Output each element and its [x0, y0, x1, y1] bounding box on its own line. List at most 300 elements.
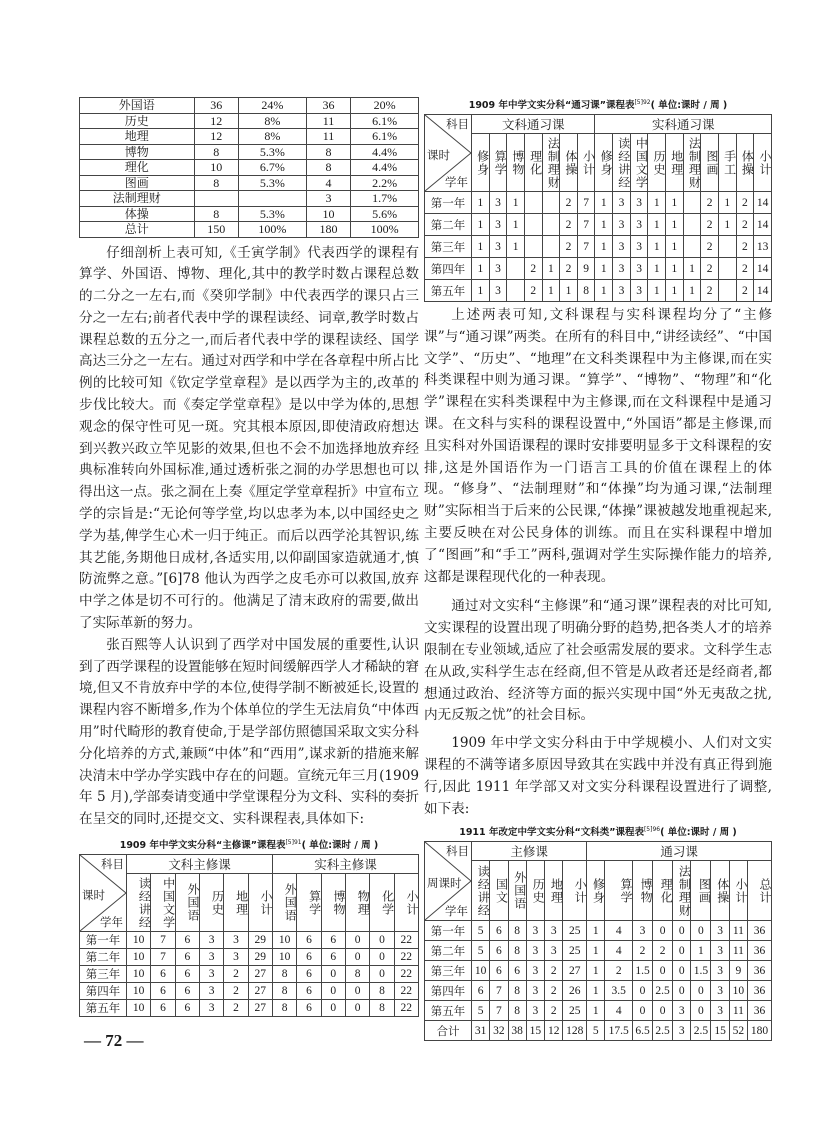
- right-column: [424, 97, 772, 1041]
- table-cell: 29: [248, 949, 272, 966]
- table-cell: 2: [736, 214, 754, 236]
- table-cell: 36: [194, 98, 238, 114]
- column-header: 体操: [560, 134, 578, 192]
- table-cell: 0: [653, 961, 673, 981]
- table-cell: 3: [526, 981, 544, 1001]
- table-cell: 6: [321, 949, 345, 966]
- table-cell: 11: [729, 921, 747, 941]
- table-cell: 31: [472, 1021, 490, 1041]
- corner-label-mid: 周课时: [427, 878, 462, 891]
- paragraph: 仔细剖析上表可知,《壬寅学制》代表西学的课程有算学、外国语、博物、理化,其中的教学时数占课程总数的二分之一左右,而《癸卯学制》中代表西学的课只占三分之一左右;前者代表中学的课程读经、词章,教学时数占课程总数的五分之一,而后者代表中学的课程读经、国学高达三分之一左右。通过对西学和中学在各章程中所占比例的比较可知《钦定学堂章程》是以西学为主的,改革的步伐比较大。而《奏定学堂章程》是以中学为体的,思想观念的保守性可见一斑。究其根本原因,即使清政府想达到兴教兴政立竿见影的效果,但也不会不加选择地放弃经典标准转向外国标准,通过透析张之洞的办学思想也可以得出这一点。张之洞在上奏《厘定学堂章程折》中宣布立学的宗旨是:“无论何等学堂,均以忠孝为本,以中国经史之学为基,俾学生心术一归于纯正。而后以西学沦其智识,练其艺能,务期他日成材,各适实用,以仰副国家造就通才,慎防流弊之意。”[6]78 他认为西学之皮毛亦可以救国,放弃中学之体是切不可行的。他满足了清末政府的需要,做出了实际革新的努力。: [79, 244, 419, 632]
- table-cell: 3: [489, 236, 507, 258]
- table-cell: 2: [736, 192, 754, 214]
- table-row: [425, 1001, 772, 1021]
- corner-label-mid: 课时: [82, 889, 105, 902]
- column-header: 算学: [297, 874, 321, 932]
- column-header: 总计: [747, 861, 771, 921]
- table-cell: 52: [729, 1021, 747, 1041]
- table-cell: 6: [151, 1000, 175, 1017]
- table-cell: 历史: [80, 113, 195, 129]
- column-header: 法制理财: [673, 861, 691, 921]
- table-cell: 1: [472, 258, 490, 280]
- table-cell: 1.5: [633, 961, 653, 981]
- table-cell: 13: [754, 236, 772, 258]
- table-cell: 4.4%: [351, 144, 419, 160]
- table-cell: 11: [729, 1001, 747, 1021]
- course-grid: [424, 114, 772, 302]
- table-cell: 3: [673, 1021, 691, 1041]
- table-cell: 10: [306, 206, 350, 222]
- table-cell: 0: [345, 932, 369, 949]
- column-header: 修身: [595, 134, 613, 192]
- caption-title: 1909 年中学文实分科“通习课”课程表: [468, 100, 635, 111]
- year-label: 合计: [425, 1021, 472, 1041]
- table-cell: 1: [472, 214, 490, 236]
- table-cell: 1: [542, 258, 560, 280]
- table-cell: 1: [718, 214, 736, 236]
- table-cell: 4: [605, 941, 633, 961]
- year-label: 第五年: [425, 1001, 472, 1021]
- table-cell: 3: [199, 949, 223, 966]
- table-cell: 外国语: [80, 98, 195, 114]
- table-cell: 8: [370, 1000, 394, 1017]
- table-cell: 2: [524, 280, 542, 302]
- column-header: 历史: [526, 861, 544, 921]
- table-cell: 2: [224, 1000, 248, 1017]
- year-label: 第四年: [80, 983, 127, 1000]
- table-cell: 3: [489, 214, 507, 236]
- table-cell: 8: [306, 144, 350, 160]
- year-label: 第三年: [80, 966, 127, 983]
- table-cell: 8: [272, 966, 296, 983]
- year-label: 第五年: [80, 1000, 127, 1017]
- table-cell: 36: [747, 981, 771, 1001]
- table-cell: 2: [560, 258, 578, 280]
- table-cell: 6: [175, 1000, 199, 1017]
- table-cell: 3: [711, 921, 729, 941]
- column-header: 历史: [199, 874, 223, 932]
- table-cell: 6.1%: [351, 113, 419, 129]
- corner-header: [425, 115, 472, 192]
- table-cell: 2.5: [653, 981, 673, 1001]
- page-number: — 72 —: [84, 1031, 144, 1051]
- table-cell: 6.5: [633, 1021, 653, 1041]
- table-cell: 0: [653, 921, 673, 941]
- table-cell: 15: [526, 1021, 544, 1041]
- year-label: 第二年: [425, 941, 472, 961]
- table-cell: 1: [472, 192, 490, 214]
- table-cell: 10: [127, 949, 151, 966]
- table-cell: 1: [666, 214, 684, 236]
- major-course-table: [79, 854, 419, 1017]
- corner-header: [425, 842, 472, 921]
- corner-label-top: 科目: [446, 119, 469, 131]
- table-cell: 9: [729, 961, 747, 981]
- corner-label-top: 科目: [446, 846, 469, 859]
- table-cell: 100%: [351, 222, 419, 238]
- table-cell: 0: [691, 981, 711, 1001]
- table-cell: 2: [560, 236, 578, 258]
- caption-unit: ( 单位:课时 / 周 ): [660, 827, 737, 839]
- table-cell: 1: [718, 192, 736, 214]
- table-row: [80, 160, 419, 176]
- table-cell: 11: [306, 113, 350, 129]
- table-cell: 2: [701, 214, 719, 236]
- corner-header: [80, 855, 127, 932]
- table-cell: 6: [175, 983, 199, 1000]
- table-cell: 10: [729, 981, 747, 1001]
- table-cell: 14: [754, 258, 772, 280]
- column-header: 国文: [490, 861, 508, 921]
- table-cell: 3: [711, 981, 729, 1001]
- year-label: 第二年: [80, 949, 127, 966]
- table-cell: 1: [507, 192, 525, 214]
- table-cell: 0: [633, 1001, 653, 1021]
- table-cell: 5.3%: [238, 144, 306, 160]
- table-cell: [507, 280, 525, 302]
- table-cell: 1: [666, 258, 684, 280]
- general-course-table: [424, 114, 772, 302]
- table-cell: 1: [691, 941, 711, 961]
- table-cell: 地理: [80, 129, 195, 145]
- course-table-1911: [424, 841, 772, 1041]
- table-cell: 1: [666, 236, 684, 258]
- table-cell: 1: [648, 258, 666, 280]
- table-cell: 128: [563, 1021, 587, 1041]
- table-cell: 5.6%: [351, 206, 419, 222]
- table-cell: 150: [194, 222, 238, 238]
- table-cell: 6.1%: [351, 129, 419, 145]
- table-cell: [683, 214, 701, 236]
- table-cell: 0: [370, 932, 394, 949]
- column-header: 物理: [345, 874, 369, 932]
- table-cell: 图画: [80, 175, 195, 191]
- table-cell: 6: [297, 966, 321, 983]
- table-cell: 0: [653, 1001, 673, 1021]
- table-cell: 0: [691, 1001, 711, 1021]
- table-caption: [79, 837, 419, 851]
- table-cell: 3: [526, 961, 544, 981]
- table-cell: [542, 214, 560, 236]
- table-cell: 6.7%: [238, 160, 306, 176]
- table-cell: 3: [224, 932, 248, 949]
- table-cell: 2: [545, 961, 563, 981]
- table-cell: 6: [490, 921, 508, 941]
- table-cell: 3: [489, 192, 507, 214]
- table-row: [80, 206, 419, 222]
- table-cell: 1: [507, 236, 525, 258]
- table-row: [80, 191, 419, 207]
- table-cell: 2: [653, 941, 673, 961]
- column-header: 图画: [691, 861, 711, 921]
- column-header-row: [425, 134, 772, 192]
- paragraph: 上述两表可知,文科课程与实科课程均分了“主修课”与“通习课”两类。在所有的科目中,“讲经读经”、“中国文学”、“历史”、“地理”在文科类课程中为主修课,而在实科类课程中则为通习课。“算学”、“博物”、“物理”和“化学”课程在实科类课程中为主修课,而在文科课程中是通习课。在文科与实科的课程设置中,“外国语”都是主修课,而且实科对外国语课程的课时安排要明显多于文科课程的安排,这是外国语作为一门语言工具的价值在课程上的体现。“修身”、“法制理财”和“体操”均为通习课,“法制理财”实际相当于后来的公民课,“体操”课被越发地重视起来,主要反映在对公民身体的训练。而且在实科课程中增加了“图画”和“手工”两科,强调对学生实际操作能力的培养,这都是课程现代化的一种表现。: [424, 307, 772, 585]
- column-header: 外国语: [508, 861, 526, 921]
- table-cell: 1: [595, 192, 613, 214]
- table-cell: 6: [508, 961, 526, 981]
- year-label: 第一年: [425, 192, 472, 214]
- table-row: [80, 113, 419, 129]
- table-cell: 0: [321, 983, 345, 1000]
- table-cell: 8: [370, 983, 394, 1000]
- table-cell: 1: [472, 236, 490, 258]
- table-cell: 7: [577, 214, 595, 236]
- table-cell: 2: [224, 983, 248, 1000]
- table-cell: 1: [666, 192, 684, 214]
- table-cell: 1: [587, 981, 605, 1001]
- table-cell: 8: [306, 160, 350, 176]
- table-cell: 27: [248, 966, 272, 983]
- table-cell: 3: [199, 983, 223, 1000]
- column-header: 读经讲经: [472, 861, 490, 921]
- table-cell: 8: [508, 921, 526, 941]
- table-cell: [683, 192, 701, 214]
- table-cell: 6: [472, 981, 490, 1001]
- table-cell: 3: [306, 191, 350, 207]
- group-header: 主修课: [472, 842, 587, 861]
- column-header: 中国文学: [630, 134, 648, 192]
- table-cell: 3: [711, 961, 729, 981]
- table-row: [80, 144, 419, 160]
- table-cell: 2: [701, 258, 719, 280]
- table-cell: 7: [490, 981, 508, 1001]
- table-cell: 2: [736, 258, 754, 280]
- table-cell: 3: [630, 280, 648, 302]
- table-cell: 3: [711, 1001, 729, 1021]
- table-cell: 2: [560, 214, 578, 236]
- table-cell: 1.5: [691, 961, 711, 981]
- table-cell: 2.2%: [351, 175, 419, 191]
- table-cell: 17.5: [605, 1021, 633, 1041]
- table-cell: 3: [613, 192, 631, 214]
- table-cell: 6: [151, 983, 175, 1000]
- table-cell: 4.4%: [351, 160, 419, 176]
- table-cell: [524, 214, 542, 236]
- column-header: 历史: [648, 134, 666, 192]
- table-cell: 14: [754, 280, 772, 302]
- column-header-row: [425, 861, 772, 921]
- group-header-row: [80, 855, 419, 874]
- table-cell: 6: [321, 932, 345, 949]
- table-cell: 3: [613, 214, 631, 236]
- table-cell: 27: [248, 983, 272, 1000]
- table-cell: 3: [489, 280, 507, 302]
- table-cell: 1: [595, 214, 613, 236]
- table-cell: 6: [175, 949, 199, 966]
- table-cell: 6: [490, 941, 508, 961]
- table-cell: 2: [701, 192, 719, 214]
- table-cell: 1.7%: [351, 191, 419, 207]
- table-cell: 36: [747, 961, 771, 981]
- table-cell: 2: [736, 236, 754, 258]
- table-cell: 8%: [238, 113, 306, 129]
- table-cell: 2: [560, 192, 578, 214]
- group-header: 文科通习课: [472, 115, 595, 134]
- group-header: 文科主修课: [127, 855, 273, 874]
- table-cell: 8: [345, 966, 369, 983]
- column-header-row: [80, 874, 419, 932]
- table-cell: 1: [587, 921, 605, 941]
- caption-title: 1909 年中学文实分科“主修课”课程表: [119, 840, 286, 852]
- table-cell: 5.3%: [238, 175, 306, 191]
- table-caption: [424, 97, 772, 111]
- table-cell: 3: [224, 949, 248, 966]
- table-row: [425, 280, 772, 302]
- table-cell: 22: [394, 932, 418, 949]
- table-cell: 8: [272, 1000, 296, 1017]
- table-row: [425, 214, 772, 236]
- table-row: [80, 222, 419, 238]
- table-cell: 5: [587, 1021, 605, 1041]
- table-cell: 9: [577, 258, 595, 280]
- corner-label-mid: 课时: [427, 149, 450, 162]
- citation: [5]92: [634, 98, 651, 106]
- table-cell: 5: [472, 941, 490, 961]
- table-cell: 36: [747, 1001, 771, 1021]
- table-cell: 8: [194, 175, 238, 191]
- column-header: 体操: [711, 861, 729, 921]
- table-cell: 4: [605, 921, 633, 941]
- table-cell: [507, 258, 525, 280]
- column-header: 博物: [507, 134, 525, 192]
- table-cell: 7: [151, 932, 175, 949]
- table-cell: 2: [545, 1001, 563, 1021]
- table-cell: 3: [545, 941, 563, 961]
- table-row: [80, 1000, 419, 1017]
- table-cell: 0: [691, 921, 711, 941]
- column-header: 小计: [577, 134, 595, 192]
- corner-label-bottom: 学年: [445, 906, 468, 919]
- table-row: [425, 941, 772, 961]
- table-cell: 0: [370, 949, 394, 966]
- group-header-row: [425, 842, 772, 861]
- table-cell: 3.5: [605, 981, 633, 1001]
- caption-title: 1911 年改定中学文实分科“文科类”课程表: [459, 827, 644, 839]
- table-cell: 1: [560, 280, 578, 302]
- column-header: 地理: [666, 134, 684, 192]
- table-cell: 3: [630, 258, 648, 280]
- table-cell: 8: [194, 206, 238, 222]
- column-header: 手工: [718, 134, 736, 192]
- table-cell: 100%: [238, 222, 306, 238]
- table-cell: 27: [248, 1000, 272, 1017]
- table-cell: 总计: [80, 222, 195, 238]
- table-cell: 3: [199, 932, 223, 949]
- table-cell: 6: [297, 1000, 321, 1017]
- table-row: [80, 966, 419, 983]
- table-cell: 0: [345, 1000, 369, 1017]
- table-cell: 2: [224, 966, 248, 983]
- table-cell: 5: [472, 1001, 490, 1021]
- table-cell: 10: [194, 160, 238, 176]
- table-cell: [718, 258, 736, 280]
- table-cell: 7: [577, 236, 595, 258]
- table-caption: [424, 824, 772, 838]
- table-cell: 0: [345, 983, 369, 1000]
- table-cell: [718, 236, 736, 258]
- table-cell: 27: [563, 961, 587, 981]
- table-cell: 6: [151, 966, 175, 983]
- table-cell: 22: [394, 966, 418, 983]
- table-cell: 8: [194, 144, 238, 160]
- table-cell: 6: [175, 932, 199, 949]
- table-cell: 7: [577, 192, 595, 214]
- table-cell: [718, 280, 736, 302]
- course-grid: [424, 841, 772, 1041]
- table-cell: 22: [394, 1000, 418, 1017]
- table-row: [425, 236, 772, 258]
- table-cell: 1: [648, 280, 666, 302]
- table-cell: 2: [633, 941, 653, 961]
- table-cell: 1: [507, 214, 525, 236]
- table-cell: 3: [613, 236, 631, 258]
- table-cell: 10: [272, 932, 296, 949]
- column-header: 算学: [489, 134, 507, 192]
- column-header: 小计: [248, 874, 272, 932]
- year-label: 第三年: [425, 961, 472, 981]
- column-header: 理化: [524, 134, 542, 192]
- year-label: 第四年: [425, 981, 472, 1001]
- table-cell: 10: [127, 932, 151, 949]
- caption-unit: ( 单位:课时 / 周 ): [650, 100, 728, 111]
- table-cell: 1: [648, 214, 666, 236]
- table-cell: 0: [673, 941, 691, 961]
- table-cell: 10: [127, 966, 151, 983]
- table-cell: 6: [297, 932, 321, 949]
- table-row: [80, 932, 419, 949]
- column-header: 小计: [729, 861, 747, 921]
- table-cell: 5: [472, 921, 490, 941]
- table-cell: 0: [673, 981, 691, 1001]
- table-cell: 26: [563, 981, 587, 1001]
- column-header: 外国语: [175, 874, 199, 932]
- table-cell: 22: [394, 949, 418, 966]
- course-ratio-table: [79, 97, 419, 238]
- table-cell: 8: [508, 1001, 526, 1021]
- table-row: [80, 949, 419, 966]
- table-cell: 理化: [80, 160, 195, 176]
- table-cell: 6: [297, 949, 321, 966]
- table-cell: 1: [472, 280, 490, 302]
- paragraph: 通过对文实科“主修课”和“通习课”课程表的对比可知,文实课程的设置出现了明确分野的趋势,把各类人才的培养限制在专业领域,适应了社会亟需发展的要求。文科学生志在从政,实科学生志在经商,但不管是从政者还是经商者,都想通过政治、经济等方面的振兴实现中国“外无夷敌之扰,内无反叛之忧”的社会目标。: [424, 598, 772, 724]
- table-cell: 3: [199, 1000, 223, 1017]
- table-cell: 体操: [80, 206, 195, 222]
- table-cell: [542, 192, 560, 214]
- table-cell: 1: [648, 192, 666, 214]
- paragraph: 张百熙等人认识到了西学对中国发展的重要性,认识到了西学课程的设置能够在短时间缓解西学人才稀缺的窘境,但又不肯放弃中学的本位,使得学制不断被延长,设置的课程内容不断增多,作为个体单位的学生无法肩负“中体西用”时代畸形的教育使命,于是学部仿照德国采取文实分科分化培养的方式,兼顾“中体”和“西用”,谋求新的措施来解决清末中学办学实践中存在的问题。宣统元年三月(1909 年 5 月),学部奏请变通中学堂课程分为文科、实科的奏折在呈交的同时,还提交文、实科课程表,具体如下:: [79, 636, 419, 828]
- table-cell: 25: [563, 921, 587, 941]
- table-cell: [238, 191, 306, 207]
- year-label: 第五年: [425, 280, 472, 302]
- column-header: 中国文学: [151, 874, 175, 932]
- table-cell: 3: [199, 966, 223, 983]
- table-cell: 1: [587, 1001, 605, 1021]
- table-cell: 8: [508, 941, 526, 961]
- column-header: 修身: [587, 861, 605, 921]
- table-cell: 3: [526, 921, 544, 941]
- table-cell: 11: [306, 129, 350, 145]
- table-cell: 0: [345, 949, 369, 966]
- column-header: 算学: [605, 861, 633, 921]
- table-cell: 14: [754, 214, 772, 236]
- table-cell: 0: [370, 966, 394, 983]
- table-cell: 22: [394, 983, 418, 1000]
- table-cell: 3: [526, 1001, 544, 1021]
- table-cell: 2: [524, 258, 542, 280]
- table-cell: 2: [545, 981, 563, 1001]
- table-cell: 15: [711, 1021, 729, 1041]
- table-row: [80, 175, 419, 191]
